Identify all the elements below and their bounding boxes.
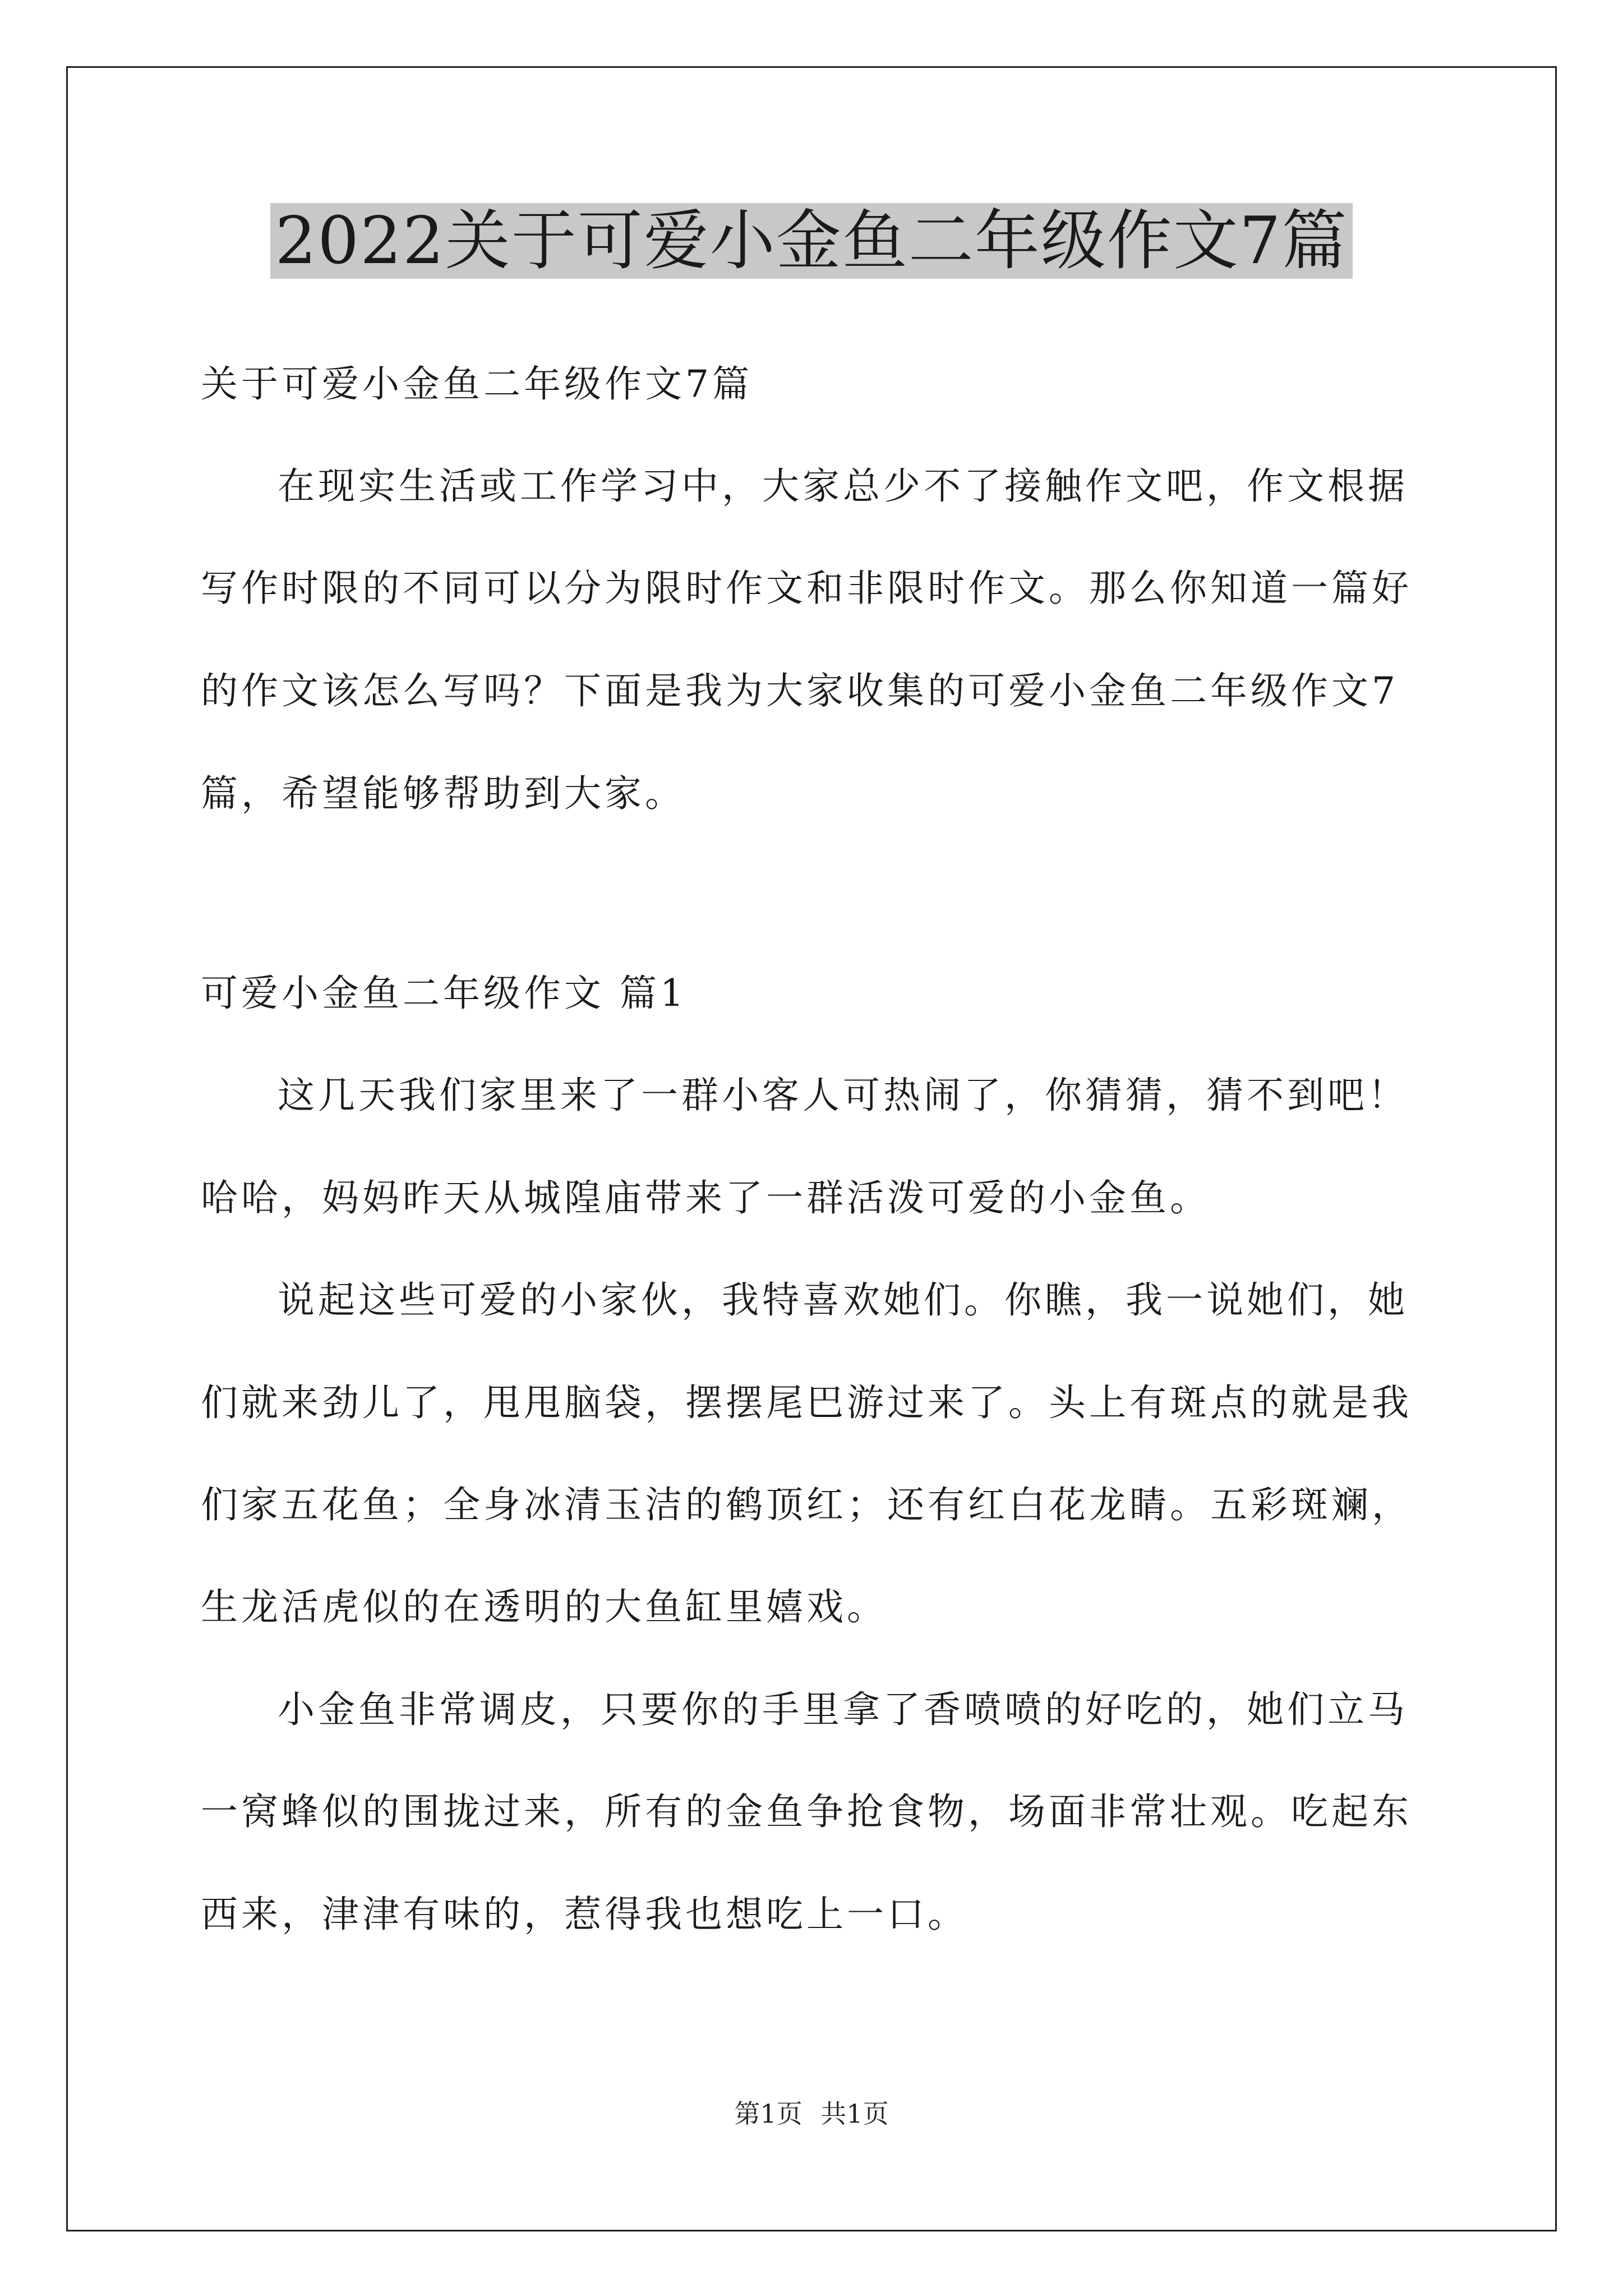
body-line-3: 说起这些可爱的小家伙，我特喜欢她们。你瞧，我一说她们，她 [278,1278,1408,1322]
body-line-6: 生龙活虎似的在透明的大鱼缸里嬉戏。 [201,1585,887,1628]
body-line-8: 一窝蜂似的围拢过来，所有的金鱼争抢食物，场面非常壮观。吃起东 [201,1790,1412,1833]
document-subtitle: 关于可爱小金鱼二年级作文7篇 [201,362,753,406]
section-heading: 可爱小金鱼二年级作文 篇1 [201,972,687,1015]
intro-line-1: 在现实生活或工作学习中，大家总少不了接触作文吧，作文根据 [278,464,1408,508]
body-line-7: 小金鱼非常调皮，只要你的手里拿了香喷喷的好吃的，她们立马 [278,1688,1408,1731]
page-number-footer: 第1页 共1页 [734,2099,889,2129]
intro-line-4: 篇，希望能够帮助到大家。 [201,772,685,815]
document-title [0,199,1623,283]
intro-line-2: 写作时限的不同可以分为限时作文和非限时作文。那么你知道一篇好 [201,567,1412,610]
intro-line-3: 的作文该怎么写吗？下面是我为大家收集的可爱小金鱼二年级作文7 [201,669,1399,712]
body-line-1: 这几天我们家里来了一群小客人可热闹了，你猜猜，猜不到吧！ [278,1074,1408,1117]
body-line-2: 哈哈，妈妈昨天从城隍庙带来了一群活泼可爱的小金鱼。 [201,1176,1210,1220]
body-line-5: 们家五花鱼；全身冰清玉洁的鹤顶红；还有红白花龙睛。五彩斑斓， [201,1483,1412,1526]
document-title-text: 2022关于可爱小金鱼二年级作文7篇 [270,203,1352,279]
body-line-9: 西来，津津有味的，惹得我也想吃上一口。 [201,1893,968,1936]
body-line-4: 们就来劲儿了，甩甩脑袋，摆摆尾巴游过来了。头上有斑点的就是我 [201,1381,1412,1424]
